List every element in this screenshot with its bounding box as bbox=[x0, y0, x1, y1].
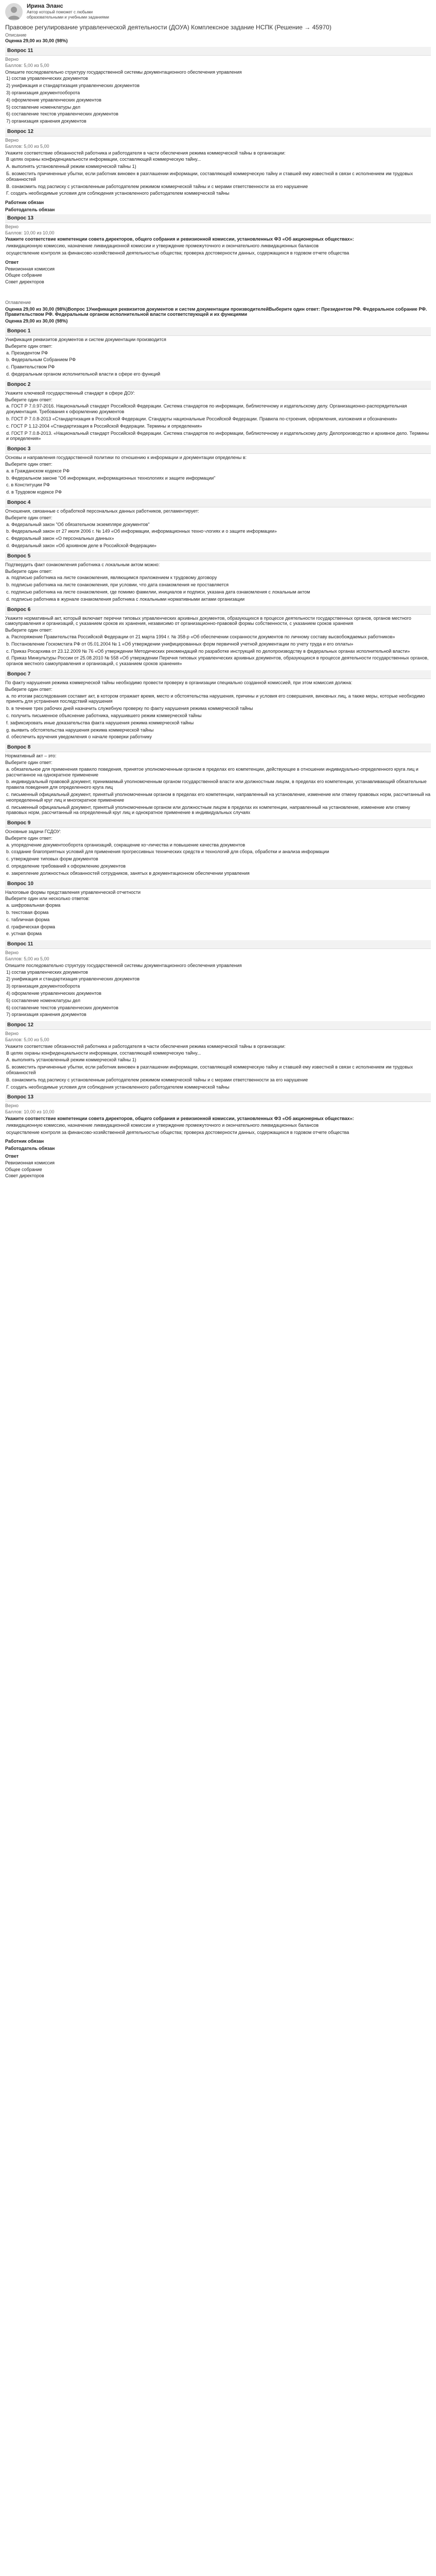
answer-option[interactable]: b. индивидуальный правовой документ, принимаемый уполномоченным органом государственной власти или должностным лицом, в пределах его компетенции, устанавливающий обязательные правила поведения для определенного круга лиц bbox=[6, 779, 427, 790]
question-text: Подтвердить факт ознакомления работника с локальным актом можно: bbox=[5, 562, 160, 567]
answer-option[interactable]: 4) оформление управленческих документов bbox=[6, 991, 101, 996]
answer-option[interactable]: В целях охраны конфиденциальности информации, составляющей коммерческую тайну... bbox=[6, 157, 201, 162]
answer-list bbox=[5, 1160, 431, 1179]
question-text: Опишите последовательно структуру государственной системы документационного обеспечения управления bbox=[5, 962, 242, 968]
answer-option[interactable]: d. графическая форма bbox=[6, 924, 56, 929]
question-status: Верно bbox=[5, 1031, 19, 1037]
answer-option[interactable]: 7) организация хранения документов bbox=[6, 1012, 86, 1018]
question-text: Опишите последовательно структуру государственной системы документационного обеспечения управления bbox=[5, 69, 242, 75]
answer-option[interactable]: b. текстовая форма bbox=[6, 910, 49, 916]
answer-option[interactable]: Б. возместить причиненные убытки, если работник виновен в разглашении информации, составляющей коммерческую тайну и ставшей ему известной в связи с исполнением им трудовых обязанностей bbox=[6, 171, 413, 182]
question-block bbox=[5, 381, 431, 442]
answer-option[interactable]: d. федеральным органом исполнительной власти в сфере его функций bbox=[6, 371, 161, 377]
section-part1 bbox=[5, 32, 431, 285]
answer-option[interactable]: c. письменный официальный документ, принятый уполномоченным органом в пределах его компетенции, направленный на установление, изменение или отмену правовых норм, рассчитанный на неопределенный круг лиц и многократное применение bbox=[6, 791, 430, 803]
question-block bbox=[5, 880, 431, 937]
answer-item: Совет директоров bbox=[5, 1173, 44, 1179]
answer-item: Общее собрание bbox=[5, 273, 42, 278]
question-block bbox=[5, 670, 431, 740]
employer-label: Работодатель обязан bbox=[5, 207, 55, 212]
question-number: Вопрос 6 bbox=[5, 606, 431, 615]
question-status: Верно bbox=[5, 56, 19, 62]
question-status: Верно bbox=[5, 224, 19, 229]
answer-list bbox=[5, 266, 431, 285]
question-block bbox=[5, 940, 431, 1018]
question-text: По факту нарушения режима коммерческой тайны необходимо провести проверку в организации специально созданной комиссией, при этом комиссия должна: bbox=[5, 680, 353, 685]
question-points: Баллов: 10,00 из 10,00 bbox=[5, 230, 55, 235]
answer-option[interactable]: Б. возместить причиненные убытки, если работник виновен в разглашении информации, составляющей коммерческую тайну и ставшей ему известной в связи с исполнением им трудовых обязанностей bbox=[6, 1064, 413, 1075]
question-text: Налоговые формы представления управленческой отчетности bbox=[5, 889, 141, 895]
answer-option[interactable]: Г. создать необходимые условия для соблюдения установленного работодателем коммерческой тайны bbox=[6, 191, 230, 196]
answer-option[interactable]: c. в Конституции РФ bbox=[6, 482, 50, 488]
question-text: Основные задачи ГСДОУ: bbox=[5, 829, 61, 835]
question-block bbox=[5, 128, 431, 196]
question-number: Вопрос 12 bbox=[5, 128, 431, 137]
answer-option[interactable]: d. обеспечить вручения уведомления о начале проверки работнику bbox=[6, 734, 152, 740]
answer-option[interactable]: b. Федеральный закон от 27 июля 2006 г. № 149 «Об информации, информационных техно¬логиях и о защите информации» bbox=[6, 529, 277, 534]
answer-option[interactable]: a. подписью работника на листе ознакомления, являющимся приложением к трудовому договору bbox=[6, 575, 217, 581]
question-block bbox=[5, 606, 431, 667]
section-label: Оглавление bbox=[5, 299, 31, 305]
question-number: Вопрос 3 bbox=[5, 445, 431, 454]
answer-option[interactable]: 5) составление номенклатуры дел bbox=[6, 104, 81, 110]
total-score: Оценка 29,00 из 30,00 (98%) bbox=[5, 38, 68, 44]
user-icon bbox=[5, 3, 23, 21]
choose-prompt: Выберите один ответ: bbox=[5, 397, 53, 402]
question-status: Верно bbox=[5, 137, 19, 143]
answer-option[interactable]: b. в течение трех рабочих дней назначить служебную проверку по факту нарушения режима коммерческой тайны bbox=[6, 706, 253, 711]
answer-option[interactable]: b. подписью работника на листе ознакомления, при условии, что дата ознакомления не проставляется bbox=[6, 582, 229, 588]
question-block bbox=[5, 1093, 431, 1135]
question-block bbox=[5, 214, 431, 256]
author-info bbox=[27, 3, 109, 20]
question-number: Вопрос 2 bbox=[5, 381, 431, 389]
question-number: Вопрос 4 bbox=[5, 499, 431, 507]
question-number: Вопрос 5 bbox=[5, 552, 431, 561]
author-bio: Автор который поможет с любыми образовательными и учебными заданиями bbox=[27, 10, 109, 20]
answer-option[interactable]: 4) оформление управленческих документов bbox=[6, 97, 101, 103]
question-status: Верно bbox=[5, 950, 19, 956]
answer-label: Ответ bbox=[5, 1153, 19, 1159]
answer-option[interactable]: c. табличная форма bbox=[6, 917, 50, 922]
answer-option[interactable]: a. по итогам расследования составит акт, в котором отражает время, место и обстоятельства нарушения, причины и условия его совершения, виновных лиц, а также меры, которые необходимо принять для устранения последствий нарушения bbox=[6, 693, 425, 704]
answer-option[interactable]: b. Федеральном законе "Об информации, информационных технологиях и защите информации" bbox=[6, 475, 216, 481]
question-number: Вопрос 9 bbox=[5, 819, 431, 828]
answer-option[interactable]: d. определение требований к оформлению документов bbox=[6, 863, 126, 869]
choose-prompt: Выберите один ответ: bbox=[5, 568, 53, 574]
answer-option[interactable]: a. в Гражданском кодексе РФ bbox=[6, 468, 70, 473]
answer-item: Ревизионная комиссия bbox=[5, 1160, 55, 1165]
answer-option[interactable]: c. получить письменное объяснение работника, нарушившего режим коммерческой тайны bbox=[6, 713, 202, 718]
answer-option[interactable]: c. ГОСТ Р 1.12-2004 «Стандартизация в Российской Федерации. Термины и определения» bbox=[6, 423, 202, 429]
answer-option[interactable]: ликвидационную комиссию, назначение ликвидационной комиссии и утверждение промежуточного и окончательного ликвидационных балансов bbox=[6, 1122, 319, 1128]
section-heading: Оценка 29,00 из 30,00 (98%)Вопрос 1Унификация реквизитов документов и систем документации производителейВыберите один ответ: Президентом РФ. Федеральное собрание РФ. Правительством РФ. Федеральным органом исполнительной власти соответствующей и их функциями bbox=[5, 306, 427, 317]
question-number: Вопрос 1 bbox=[5, 327, 431, 336]
section-part2 bbox=[5, 300, 431, 1179]
question-block bbox=[5, 552, 431, 602]
question-number: Вопрос 11 bbox=[5, 47, 431, 56]
question-text: Укажите соответствие компетенции совета директоров, общего собрания и ревизионной комиссии, установленных ФЗ «Об акционерных обществах»: bbox=[5, 236, 354, 242]
choose-prompt: Выберите один ответ: bbox=[5, 515, 53, 520]
question-number: Вопрос 8 bbox=[5, 743, 431, 752]
question-block bbox=[5, 1021, 431, 1090]
answer-label: Ответ bbox=[5, 259, 19, 265]
answer-option[interactable]: осуществление контроля за финансово-хозяйственной деятельностью общества; проверка достоверности данных, содержащихся в годовом отчете общества bbox=[6, 1129, 350, 1135]
answer-option[interactable]: f. зафиксировать иные доказательства факта нарушения режима коммерческой тайны bbox=[6, 720, 194, 725]
answer-option[interactable]: a. ГОСТ Р 7.0.97-2016. Национальный стандарт Российской Федерации. Система стандартов по информации, библиотечному и издательскому делу. Организационно-распорядительная документация. Требования к оформлению документов bbox=[6, 403, 407, 415]
question-number: Вопрос 10 bbox=[5, 880, 431, 889]
question-points: Баллов: 5,00 из 5,00 bbox=[5, 1037, 49, 1043]
question-points: Баллов: 5,00 из 5,00 bbox=[5, 143, 49, 149]
question-number: Вопрос 7 bbox=[5, 670, 431, 679]
answer-option[interactable]: 3) организация документооборота bbox=[6, 984, 80, 989]
question-text: Основы и направления государственной политики по отношению к информации и документации определены в: bbox=[5, 455, 247, 461]
author-header bbox=[5, 3, 431, 21]
section-label: Описание bbox=[5, 32, 27, 38]
question-list bbox=[5, 327, 431, 937]
choose-prompt: Выберите один или несколько ответов: bbox=[5, 896, 90, 902]
choose-prompt: Выберите один ответ: bbox=[5, 628, 53, 633]
choose-prompt: Выберите один ответ: bbox=[5, 759, 53, 765]
answer-option[interactable]: Г. создать необходимые условия для соблюдения установленного работодателем коммерческой тайны bbox=[6, 1084, 230, 1090]
author-name[interactable]: Ирина Эланс bbox=[27, 3, 63, 9]
answer-option[interactable]: a. упорядочение документооборота организаций, сокращение ко¬личества и повышение качества документов bbox=[6, 842, 246, 848]
choose-prompt: Выберите один ответ: bbox=[5, 343, 53, 349]
question-block bbox=[5, 445, 431, 495]
worker-label: Работник обязан bbox=[5, 200, 44, 206]
answer-option[interactable]: b. Федеральным Собранием РФ bbox=[6, 357, 76, 363]
answer-option[interactable]: 6) составление текстов управленческих документов bbox=[6, 111, 118, 117]
question-text: Укажите соответствие обязанностей работника и работодателя в части обеспечения режима коммерческой тайны в организации: bbox=[5, 150, 286, 156]
answer-option[interactable]: e. устная форма bbox=[6, 931, 42, 937]
answer-option[interactable]: А. выполнять установленный режим коммерческой тайны 1) bbox=[6, 1057, 136, 1063]
answer-option[interactable]: В. ознакомить под расписку с установленным работодателем режимом коммерческой тайны и с мерами ответственности за его нарушение bbox=[6, 1077, 308, 1082]
question-number: Вопрос 11 bbox=[5, 940, 431, 949]
question-block bbox=[5, 499, 431, 549]
answer-option[interactable]: осуществление контроля за финансово-хозяйственной деятельностью общества; проверка достоверности данных, содержащихся в годовом отчете общества bbox=[6, 250, 350, 256]
answer-option[interactable]: 2) унификация и стандартизация управленческих документов bbox=[6, 976, 140, 982]
answer-item: Ревизионная комиссия bbox=[5, 266, 55, 272]
answer-item: Совет директоров bbox=[5, 279, 44, 285]
question-block bbox=[5, 743, 431, 816]
total-score: Оценка 29,00 из 30,00 (98%) bbox=[5, 318, 68, 324]
choose-prompt: Выберите один ответ: bbox=[5, 686, 53, 692]
answer-option[interactable]: 6) составление текстов управленческих документов bbox=[6, 1005, 118, 1010]
question-number: Вопрос 12 bbox=[5, 1021, 431, 1030]
answer-option[interactable]: b. ГОСТ Р 7.0.8-2013 «Стандартизация в Российской Федерации. Стандарты национальные Российской Федерации. Правила по-строения, оформления, изложения и обозначения» bbox=[6, 416, 397, 422]
choose-prompt: Выберите один ответ: bbox=[5, 835, 53, 841]
avatar[interactable] bbox=[5, 3, 23, 21]
question-list bbox=[5, 940, 431, 1135]
answer-option[interactable]: 1) состав управленческих документов bbox=[6, 969, 88, 975]
answer-option[interactable]: 2) унификация и стандартизация управленческих документов bbox=[6, 83, 140, 89]
answer-option[interactable]: В. ознакомить под расписку с установленным работодателем режимом коммерческой тайны и с мерами ответственности за его нарушение bbox=[6, 183, 308, 189]
question-status: Верно bbox=[5, 1103, 19, 1109]
answer-option[interactable]: c. Правительством РФ bbox=[6, 364, 55, 370]
answer-option[interactable]: d. письменный официальный документ, принятый уполномоченным органом или должностным лицом в пределах их компетенции, направленный на установление, изменение или отмену правовых норм, рассчитанный на определенный круг лиц и однократное применение в индивидуальных случаях bbox=[6, 804, 410, 816]
answer-option[interactable]: d. Федеральный закон «Об архивном деле в Российской Федерации» bbox=[6, 543, 156, 548]
question-number: Вопрос 13 bbox=[5, 214, 431, 223]
question-block bbox=[5, 47, 431, 124]
answer-option[interactable]: А. выполнять установленный режим коммерческой тайны 1) bbox=[6, 164, 136, 170]
question-list bbox=[5, 47, 431, 196]
answer-option[interactable]: a. Федеральный закон "Об обязательном экземпляре документов" bbox=[6, 521, 150, 527]
answer-option[interactable]: ликвидационную комиссию, назначение ликвидационной комиссии и утверждение промежуточного и окончательного ликвидационных балансов bbox=[6, 243, 319, 249]
question-text: Укажите нормативный акт, который включает перечни типовых управленческих архивных документов, образующихся в процессе деятельности государственных органов, органов местного самоуправления и организаций, с указанием сроков их хранения, независимо от организационно-правовой формы собственности, с указанием сроков хранения bbox=[5, 615, 411, 626]
answer-option[interactable]: a. обязательное для применения правило поведения, принятое уполномоченным органом в пределах его компетенции, действующее в отношении индивидуально-определенного круга лиц и рассчитанное на однократное применение bbox=[6, 766, 418, 777]
worker-label: Работник обязан bbox=[5, 1139, 44, 1144]
document-page bbox=[0, 0, 436, 1185]
answer-option[interactable]: a. шифровальная форма bbox=[6, 903, 61, 908]
answer-option[interactable]: g. выявить обстоятельства нарушения режима коммерческой тайны bbox=[6, 727, 154, 733]
answer-option[interactable]: c. Приказ Росархива от 23.12.2009 № 76 «Об утверждении Методических рекомендаций по разработке инструкций по делопроизводству в федеральных органах исполнительной власти» bbox=[6, 648, 410, 654]
answer-option[interactable]: a. Распоряжение Правительства Российской Федерации от 21 марта 1994 г. № 358-р «Об обеспечении сохранности документов по личному составу высвобождаемых работников» bbox=[6, 634, 395, 639]
question-text: Отношения, связанные с обработкой персональных данных работников, регламентирует: bbox=[5, 509, 199, 514]
answer-option[interactable]: c. Федеральный закон «О персональных данных» bbox=[6, 536, 114, 541]
answer-option[interactable]: d. ГОСТ Р 7.0.8-2013. «Национальный стандарт Российской Федерации. Система стандартов по информации, библиотечному и издательскому делу. Делопроизводство и архивное дело. Термины и определения» bbox=[6, 430, 429, 442]
question-points: Баллов: 10,00 из 10,00 bbox=[5, 1109, 55, 1115]
document-title: Правовое регулирование управленческой деятельности (ДОУА) Комплексное задание НСПК (Решение → 45970) bbox=[5, 24, 332, 31]
answer-option[interactable]: b. создание благоприятных условий для применения прогрессивных технических средств и технологий для сбора, обработки и анализа информации bbox=[6, 849, 329, 855]
question-text: Нормативный акт – это: bbox=[5, 753, 57, 759]
answer-option[interactable]: 7) организация хранения документов bbox=[6, 118, 86, 124]
question-text: Унификация реквизитов документов и систем документации производится bbox=[5, 337, 166, 343]
answer-option[interactable]: a. Президентом РФ bbox=[6, 350, 48, 355]
answer-item: Общее собрание bbox=[5, 1166, 42, 1172]
question-text: Укажите соответствие компетенции совета директоров, общего собрания и ревизионной комиссии, установленных ФЗ «Об акционерных обществах»: bbox=[5, 1115, 354, 1121]
answer-option[interactable]: d. в Трудовом кодексе РФ bbox=[6, 489, 62, 495]
question-points: Баллов: 5,00 из 5,00 bbox=[5, 956, 49, 962]
question-points: Баллов: 5,00 из 5,00 bbox=[5, 62, 49, 68]
question-text: Укажите соответствие обязанностей работника и работодателя в части обеспечения режима коммерческой тайны в организации: bbox=[5, 1043, 286, 1049]
choose-prompt: Выберите один ответ: bbox=[5, 462, 53, 467]
answer-option[interactable]: 3) организация документооборота bbox=[6, 90, 80, 95]
question-block bbox=[5, 327, 431, 377]
answer-option[interactable]: 1) состав управленческих документов bbox=[6, 76, 88, 81]
answer-option[interactable]: В целях охраны конфиденциальности информации, составляющей коммерческую тайну... bbox=[6, 1050, 201, 1056]
question-text: Укажите ключевой государственный стандарт в сфере ДОУ: bbox=[5, 390, 135, 396]
answer-option[interactable]: c. утверждение типовых форм документов bbox=[6, 856, 98, 862]
answer-option[interactable]: c. подписью работника на листе ознакомления, где помимо фамилии, инициалов и подписи, указана дата ознакомления с локальным актом bbox=[6, 589, 310, 595]
answer-option[interactable]: b. Постановление Госкомстата РФ от 05.01.2004 № 1 «Об утверждении унифицированных форм первичной учетной документации по учету труда и его оплаты» bbox=[6, 641, 354, 647]
answer-option[interactable]: e. закрепление должностных обязанностей сотрудников, занятых в документационном обеспечении управления bbox=[6, 870, 250, 876]
question-list bbox=[5, 214, 431, 256]
answer-option[interactable]: d. подписью работника в журнале ознакомления работника с локальными нормативными актами организации bbox=[6, 596, 245, 602]
answer-option[interactable]: d. Приказ Минкультуры России от 25.08.2010 № 558 «Об утверждении Перечня типовых управленческих архивных документов, образующихся в процессе деятельности государственных органов, органов местного самоуправления и организаций, с указанием сроков хранения» bbox=[6, 655, 429, 667]
answer-option[interactable]: 5) составление номенклатуры дел bbox=[6, 997, 81, 1003]
question-number: Вопрос 13 bbox=[5, 1093, 431, 1102]
question-block bbox=[5, 819, 431, 876]
employer-label: Работодатель обязан bbox=[5, 1146, 55, 1151]
